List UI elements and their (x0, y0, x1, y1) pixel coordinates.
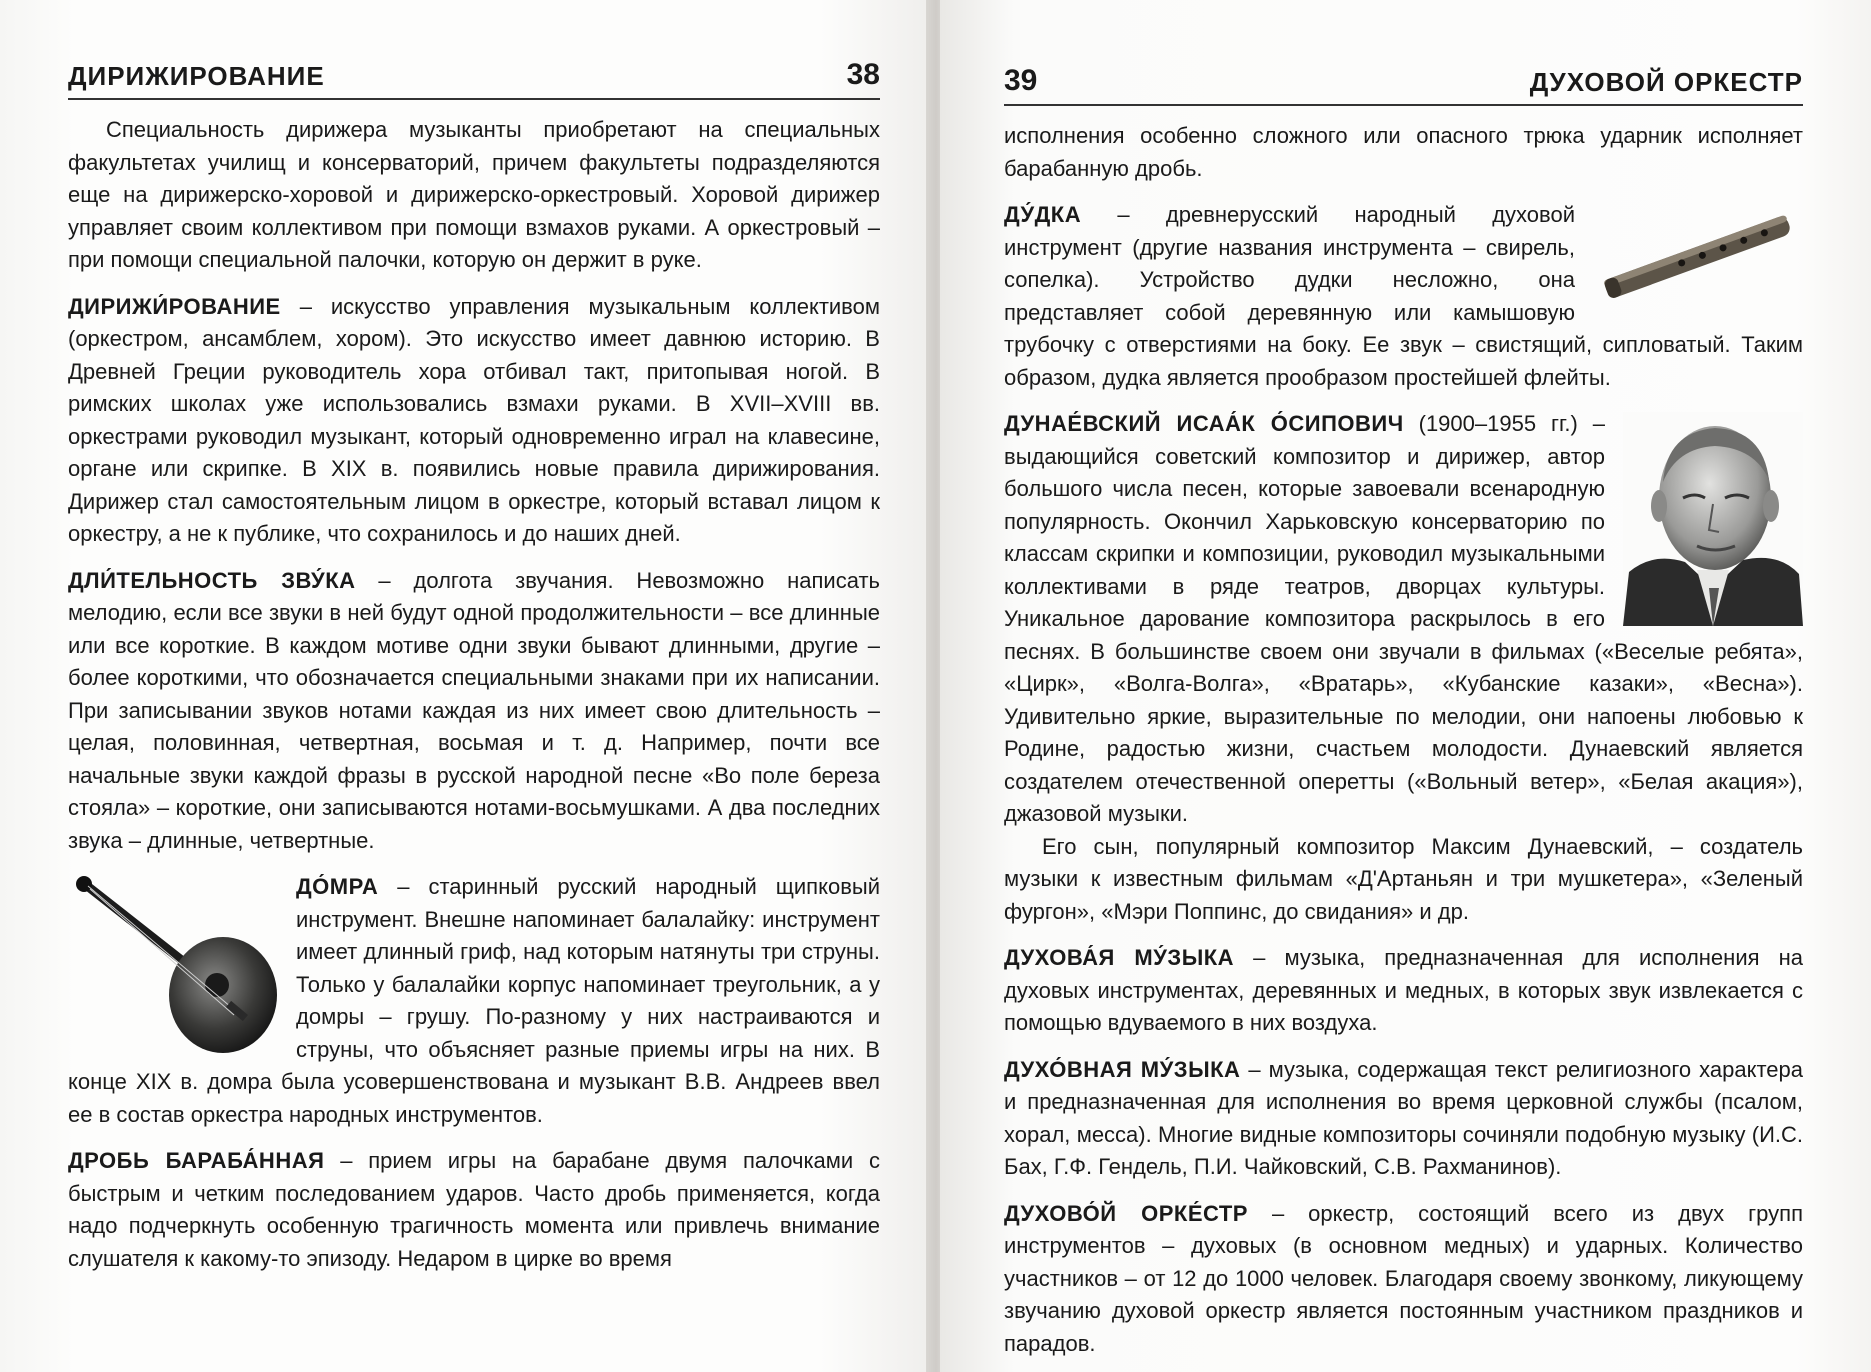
entry-text: – музыка, содержащая текст религиозного характера и предназначенная для исполнения во время церковной службы (псалом, хорал, месса). Многие видные композиторы сочиняли подобную музыку (И.С. Бах, Г.Ф. Гендель, П.И. Чайковский, С.В. Рахманинов). (1004, 1056, 1803, 1179)
entry-term: ДУНАЕ́ВСКИЙ ИСАА́К О́СИПОВИЧ (1004, 411, 1404, 436)
entry-term: ДУХОВА́Я МУ́ЗЫКА (1004, 945, 1235, 970)
entry-dukhovaya-muzyka (1004, 942, 1803, 1040)
entry-term: ДУХОВО́Й ОРКЕ́СТР (1004, 1200, 1248, 1226)
right-running-title: ДУХОВОЙ ОРКЕСТР (1529, 67, 1803, 97)
left-page (0, 0, 932, 1372)
entry-term: ДУХО́ВНАЯ МУ́ЗЫКА (1004, 1056, 1241, 1082)
entry-dukhovnaya-muzyka (1004, 1054, 1803, 1184)
entry-dukhovoy-orkestr (1004, 1198, 1803, 1361)
entry-dirizhirovanie (68, 291, 880, 551)
entry-term: ДО́МРА (296, 874, 379, 899)
entry-dunaevsky (1004, 408, 1803, 928)
entry-text: – древнерусский народный духовой инструмент (другие названия инструмента – свирель, сопелка). Устройство дудки несложно, она представляет собой деревянную или камышовую трубочку с отверстиями на боку. Ее звук – свистящий, сипловатый. Таким образом, дудка является прообразом простейшей флейты. (1004, 202, 1803, 390)
entry-term: ДУ́ДКА (1004, 202, 1082, 227)
entry-term: ДИРИЖИ́РОВАНИЕ (68, 293, 281, 319)
domra-illustration (68, 875, 278, 1057)
left-running-head (68, 58, 880, 100)
entry-term: ДЛИ́ТЕЛЬНОСТЬ ЗВУ́КА (68, 567, 356, 593)
intro-paragraph: Специальность дирижера музыканты приобретают на специальных факультетах училищ и консерваторий, причем факультеты подразделяются еще на дирижерско-хоровой и дирижерско-оркестровый. Хоровой дирижер управляет своим коллективом при помощи взмахов руками. А оркестровый – при помощи специальной палочки, которую он держит в руке. (68, 117, 880, 272)
continuation-paragraph: исполнения особенно сложного или опасного трюка ударник исполняет барабанную дробь. (1004, 123, 1803, 181)
entry-dudka (1004, 199, 1803, 394)
dunaevsky-portrait (1623, 412, 1803, 626)
entry-text: – старинный русский народный щипковый инструмент. Внешне напоминает балалайку: инструмент имеет длинный гриф, над которым натянуты три струны. Только у балалайки корпус напоминает треугольник, а у домры – грушу. По-разному у них настраиваются и струны, что объясняет разные приемы игры на них. В конце XIX в. домра была усовершенствована и музыкант В.В. Андреев ввел ее в состав оркестра народных инструментов. (68, 874, 880, 1127)
entry-domra (68, 871, 880, 1131)
right-page (940, 0, 1871, 1372)
left-page-number: 38 (846, 58, 880, 91)
right-running-head (1004, 64, 1803, 106)
entry-term: ДРОБЬ БАРАБА́ННАЯ (68, 1148, 325, 1173)
right-page-number: 39 (1004, 64, 1038, 97)
left-running-title: ДИРИЖИРОВАНИЕ (68, 61, 325, 91)
entry-drob-barabannaya (68, 1145, 880, 1275)
entry-text: – музыка, предназначенная для исполнения на духовых инструментах, деревянных и медных, в которых звук извлекается с помощью вдуваемого в них воздуха. (1004, 945, 1803, 1035)
entry-text: (1900–1955 гг.) – выдающийся советский композитор и дирижер, автор большого числа песен, которые завоевали всенародную популярность. Окончил Харьковскую консерваторию по классам скрипки и композиции, руководил музыкальными коллективами в ряде театров, дворцах культуры. Уникальное дарование композитора раскрылось в его песнях. В большинстве своем они звучали в фильмах («Веселые ребята», «Цирк», «Волга-Волга», «Вратарь», «Кубанские казаки», «Весна»). Удивительно яркие, выразительные по мелодии, они напоены любовью к Родине, радостью жизни, счастьем молодости. Дунаевский является создателем отечественной оперетты («Вольный ветер», «Белая акация»), джазовой музыки. (1004, 411, 1803, 826)
entry-text: – долгота звучания. Невозможно написать мелодию, если все звуки в ней будут одной продолжительности – все длинные или все короткие. В каждом мотиве одни звуки бывают длинными, другие – более короткими, что обозначается специальными знаками при их написании. При записывании звуков нотами каждая из них имеет свою длительность – целая, половинная, четвертная, восьмая и т. д. Например, почти все начальные звуки каждой фразы в русской народной песне «Во поле береза стояла» – короткие, они записываются нотами-восьмушками. А два последних звука – длинные, четвертные. (68, 567, 880, 853)
entry-text: – прием игры на барабане двумя палочками с быстрым и четким последованием ударов. Часто дробь применяется, когда надо подчеркнуть особенную трагичность момента или привлечь внимание слушателя к какому-то эпизоду. Недаром в цирке во время (68, 1148, 880, 1271)
entry-extra-paragraph: Его сын, популярный композитор Максим Дунаевский, – создатель музыки к известным фильмам «Д'Артаньян и три мушкетера», «Зеленый фургон», «Мэри Поппинс, до свидания» и др. (1004, 833, 1803, 924)
entry-dlitelnost-zvuka (68, 565, 880, 858)
dudka-illustration (1593, 203, 1803, 313)
entry-text: – оркестр, состоящий всего из двух групп инструментов – духовых (в основном медных) и ударных. Количество участников – от 12 до 1000 человек. Благодаря своему звонкому, ликующему звучанию духовой оркестр является постоянным участником праздников и парадов. (1004, 1200, 1803, 1356)
entry-text: – искусство управления музыкальным коллективом (оркестром, ансамблем, хором). Это искусство имеет давнюю историю. В Древней Греции руководитель хора отбивал такт, притопывая ногой. В римских школах уже использовались взмахи руками. В XVII–XVIII вв. оркестрами руководил музыкант, который одновременно играл на клавесине, органе или скрипке. В XIX в. появились новые правила дирижирования. Дирижер стал самостоятельным лицом в оркестре, который вставал лицом к оркестру, а не к публике, что сохранилось и до наших дней. (68, 293, 880, 546)
